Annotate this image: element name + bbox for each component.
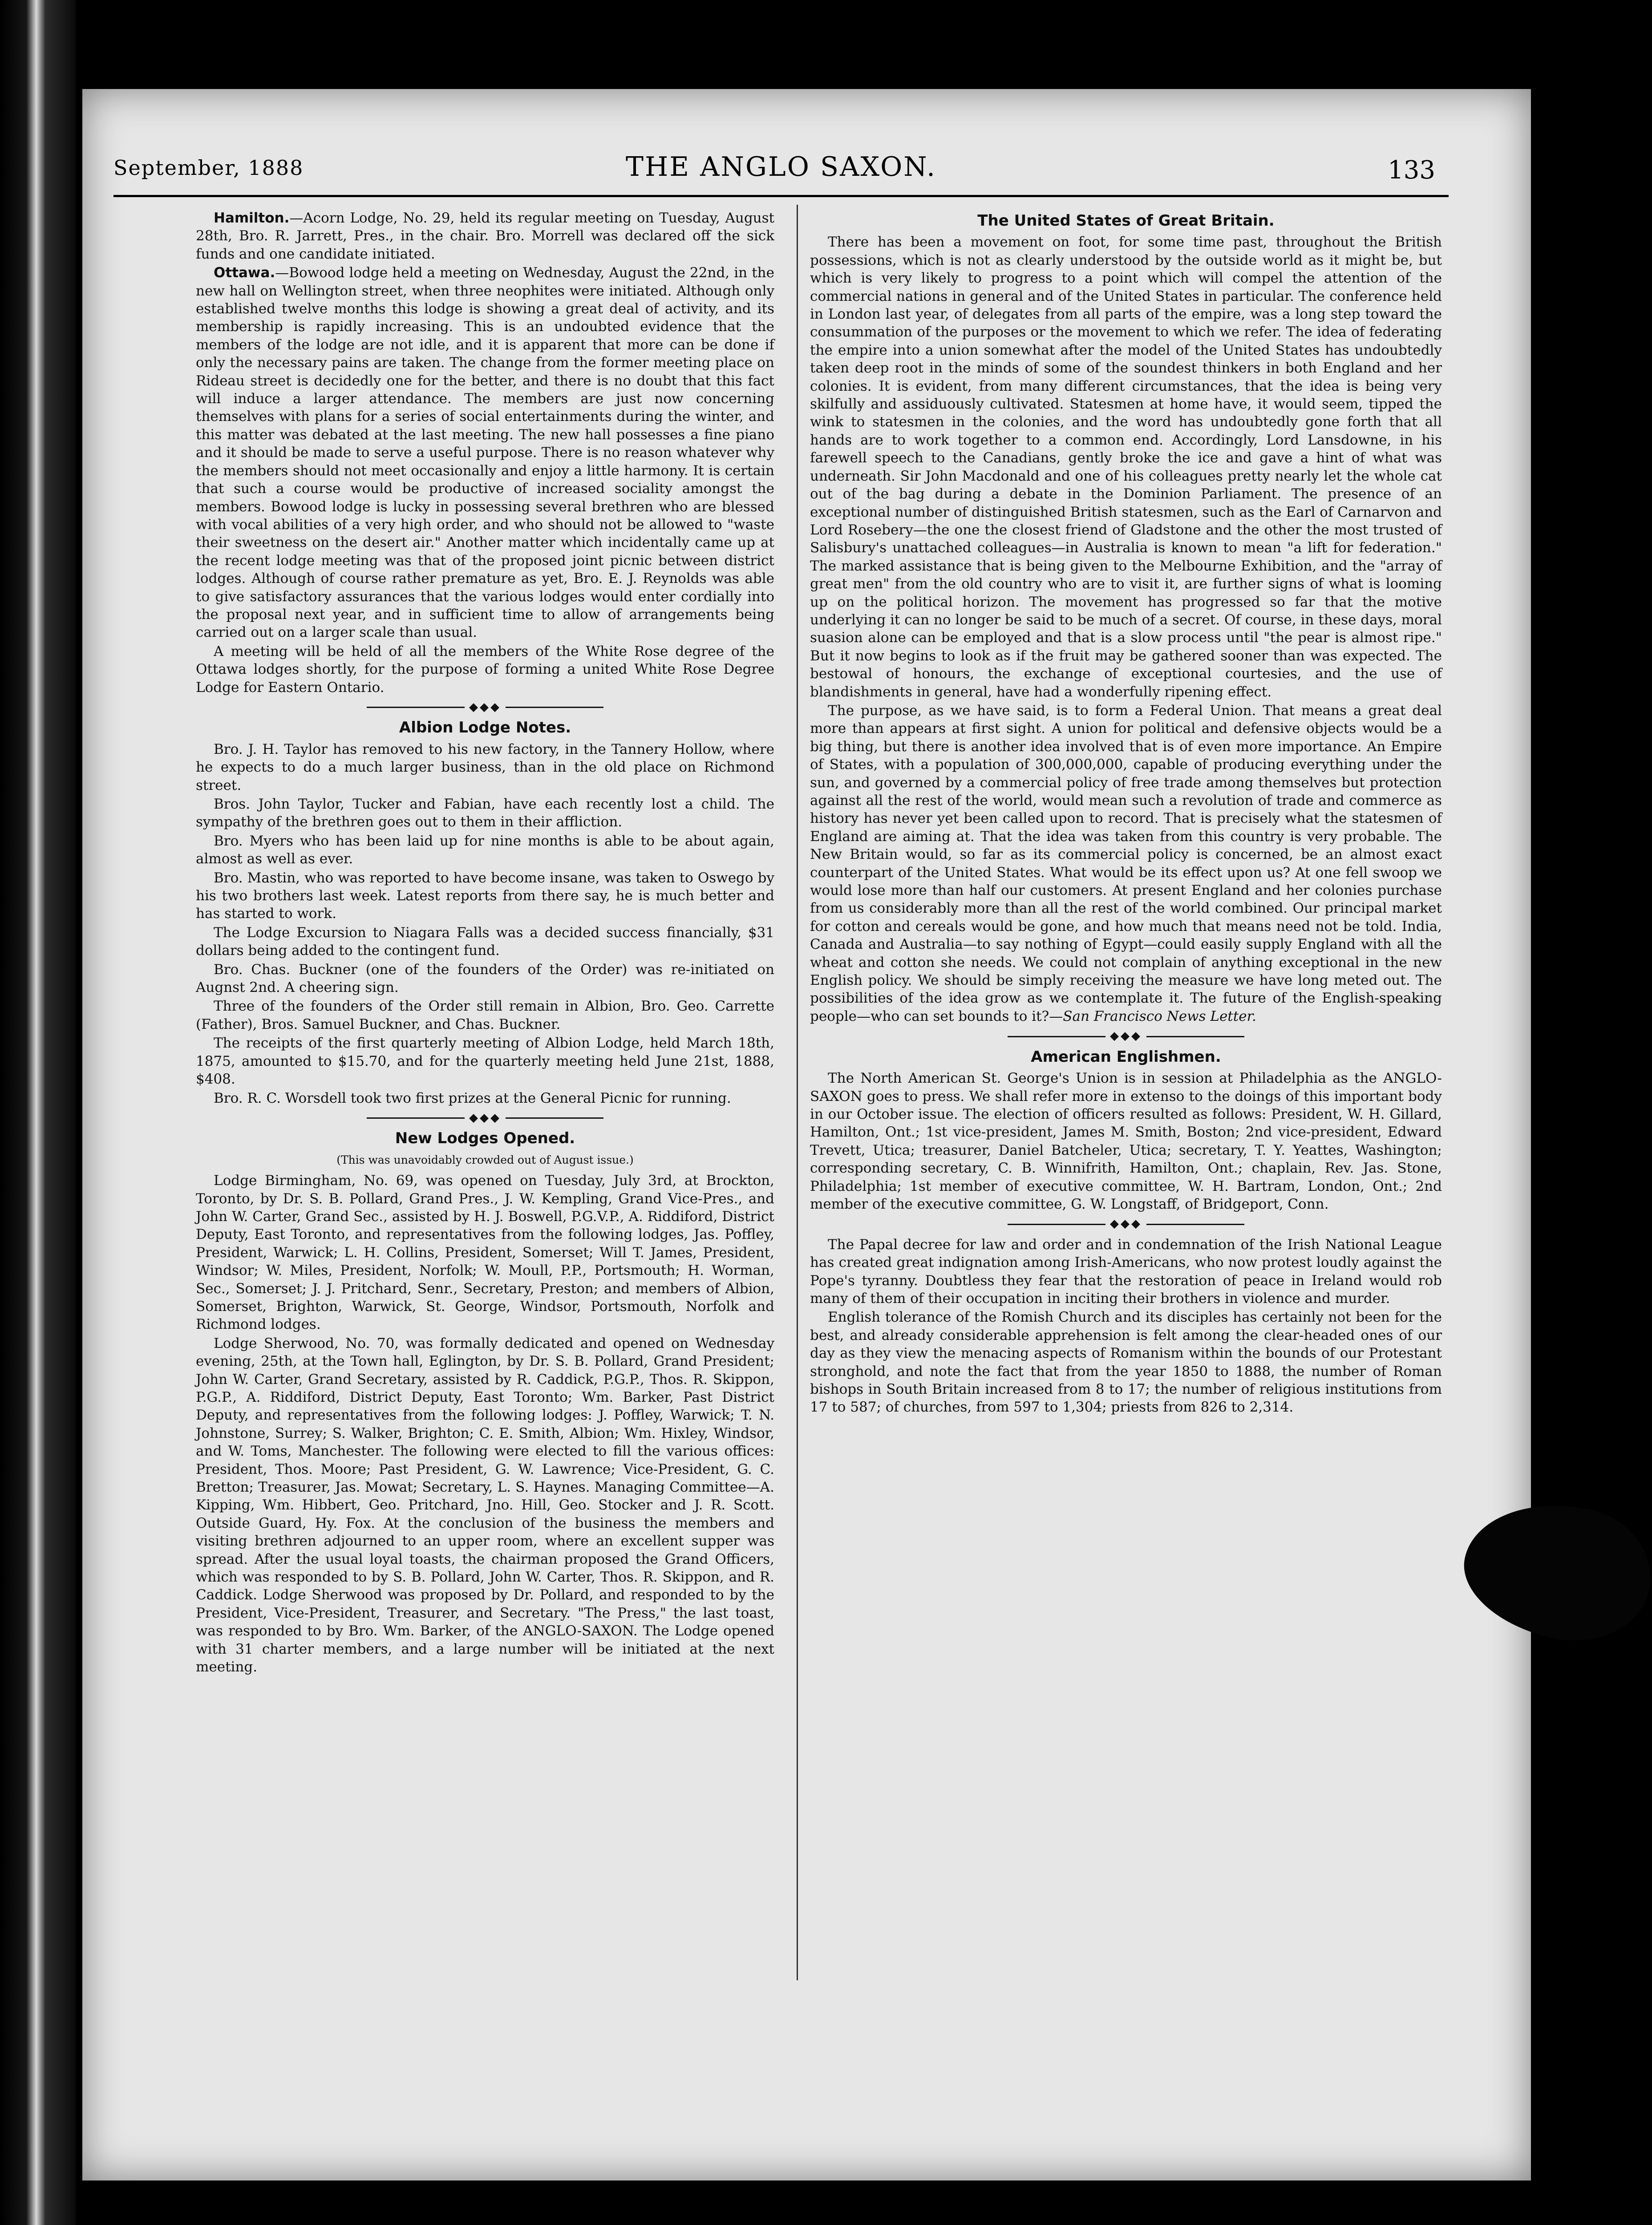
- section-ornament: ◆◆◆: [810, 1215, 1442, 1233]
- ottawa-paragraph-2: A meeting will be held of all the members of the White Rose degree of the Ottawa lodges shortly, for the purpose of forming a united White Rose Degree Lodge for Eastern Ontario.: [196, 643, 774, 696]
- ottawa-lead: Ottawa.: [214, 265, 275, 281]
- column-divider: [797, 205, 798, 1980]
- papal-paragraph: English tolerance of the Romish Church and its disciples has certainly not been for the best, and already considerable apprehension is felt among the clear-headed ones of our day as they view the menacing aspects of Romanism within the bounds of our Protestant stronghold, and note the fact that from the year 1850 to 1888, the number of Roman bishops in South Britain increased from 8 to 17; the number of religious institutions from 17 to 587; of churches, from 597 to 1,304; priests from 826 to 2,314.: [810, 1309, 1442, 1416]
- new-lodges-paragraph: Lodge Birmingham, No. 69, was opened on Tuesday, July 3rd, at Brockton, Toronto, by Dr. S. B. Pollard, Grand Pres., J. W. Kempling, Grand Vice-Pres., and John W. Carter, Grand Sec., assisted by H. J. Boswell, P.G.V.P., A. Riddiford, District Deputy, East Toronto, and representatives from the following lodges, Jas. Poffley, President, Warwick; L. H. Collins, President, Somerset; Will T. James, President, Windsor; W. Miles, President, Norfolk; W. Moull, P.P., Portsmouth; H. Worman, Sec., Somerset; J. J. Pritchard, Senr., Secretary, Preston; and members of Albion, Somerset, Brighton, Warwick, St. George, Windsor, Portsmouth, Norfolk and Richmond lodges.: [196, 1173, 774, 1333]
- hamilton-paragraph: [196, 209, 774, 263]
- albion-paragraph: Bro. Myers who has been laid up for nine months is able to be about again, almost as well as ever.: [196, 833, 774, 867]
- left-column: [196, 209, 774, 1677]
- albion-heading: Albion Lodge Notes.: [399, 719, 571, 737]
- new-lodges-note: (This was unavoidably crowded out of August issue.): [336, 1153, 634, 1166]
- albion-paragraph: The receipts of the first quarterly meeting of Albion Lodge, held March 18th, 1875, amounted to $15.70, and for the quarterly meeting held June 21st, 1888, $408.: [196, 1035, 774, 1088]
- albion-paragraph: Bro. J. H. Taylor has removed to his new factory, in the Tannery Hollow, where he expects to do a much larger business, than in the old place on Richmond street.: [196, 741, 774, 793]
- united-states-paragraph: There has been a movement on foot, for some time past, throughout the British possessions, which is not as clearly understood by the outside world as it might be, but which is very likely to progress to a point which will compel the attention of the commercial nations in general and of the United States in particular. The conference held in London last year, of delegates from all parts of the empire, was a long step toward the consummation of the purposes or the movement to which we refer. The idea of federating the empire into a union somewhat after the model of the United States has undoubtedly taken deep root in the minds of some of the soundest thinkers in both England and her colonies. It is evident, from many different circumstances, that the idea is being very skilfully and assiduously cultivated. Statesmen at home have, it would seem, tipped the wink to statesmen in the colonies, and the word has undoubtedly gone forth that all hands are to work together to a common end. Accordingly, Lord Lansdowne, in his farewell speech to the Canadians, gently broke the ice and gave a hint of what was underneath. Sir John Macdonald and one of his colleagues pretty nearly let the whole cat out of the bag during a debate in the Dominion Parliament. The presence of an exceptional number of distinguished British statesmen, such as the Earl of Carnarvon and Lord Rosebery—the one the closest friend of Gladstone and the other the most trusted of Salisbury's unattached colleagues—in Australia is known to mean "a lift for federation." The marked assistance that is being given to the Melbourne Exhibition, and the "array of great men" from the old country who are to visit it, are further signs of what is looming up on the political horizon. The movement has progressed so far that the motive underlying it can no longer be said to be much of a secret. Of course, in these days, moral suasion alone can be employed and that is a slow process until "the pear is almost ripe." But it now begins to look as if the fruit may be gathered sooner than was expected. The bestowal of honours, the exchange of exceptional courtesies, and the use of blandishments in general, have had a wonderfully ripening effect.: [810, 234, 1442, 700]
- source-citation: San Francisco News Letter.: [1063, 1008, 1256, 1024]
- ottawa-paragraph: [196, 264, 774, 642]
- ottawa-text: —Bowood lodge held a meeting on Wednesday, August the 22nd, in the new hall on Wellington street, when three neophites were initiated. Although only established twelve months this lodge is showing a great deal of activity, and its membership is rapidly increasing. This is an undoubted evidence that the members of the lodge are not idle, and it is apparent that more can be done if only the necessary pains are taken. The change from the former meeting place on Rideau street is decidedly one for the better, and there is no doubt that this fact will induce a larger attendance. The members are just now concerning themselves with plans for a series of social entertainments during the winter, and this matter was debated at the last meeting. The new hall possesses a fine piano and it should be made to serve a useful purpose. There is no reason whatever why the members should not meet occasionally and enjoy a little harmony. It is certain that such a course would be productive of increased sociality amongst the members. Bowood lodge is lucky in possessing several brethren who are blessed with vocal abilities of a very high order, and who should not be allowed to "waste their sweetness on the desert air." Another matter which incidentally came up at the recent lodge meeting was that of the proposed joint picnic between district lodges. Although of course rather premature as yet, Bro. E. J. Reynolds was able to give satisfactory assurances that the various lodges would enter cordially into the proposal next year, and in sufficient time to allow of arrangements being carried out on a larger scale than usual.: [196, 265, 774, 641]
- right-column: [810, 209, 1442, 1417]
- scan-binding-edge: [0, 0, 76, 2225]
- albion-paragraph: Three of the founders of the Order still remain in Albion, Bro. Geo. Carrette (Father), Bros. Samuel Buckner, and Chas. Buckner.: [196, 998, 774, 1032]
- new-lodges-paragraph: Lodge Sherwood, No. 70, was formally dedicated and opened on Wednesday evening, 25th, at the Town hall, Eglington, by Dr. S. B. Pollard, Grand President; John W. Carter, Grand Secretary, assisted by R. Caddick, P.G.P., Thos. R. Skippon, P.G.P., A. Riddiford, District Deputy, East Toronto; Wm. Barker, Past District Deputy, and representatives from the following lodges: J. Poffley, Warwick; T. N. Johnstone, Surrey; S. Walker, Brighton; C. E. Smith, Albion; Wm. Hixley, Windsor, and W. Toms, Manchester. The following were elected to fill the various offices: President, Thos. Moore; Past President, G. W. Lawrence; Vice-President, G. C. Bretton; Treasurer, Jas. Mowat; Secretary, L. S. Haynes. Managing Committee—A. Kipping, Wm. Hibbert, Geo. Pritchard, Jno. Hill, Geo. Stocker and J. R. Scott. Outside Guard, Hy. Fox. At the conclusion of the business the members and visiting brethren adjourned to an upper room, where an excellent supper was spread. After the usual loyal toasts, the chairman proposed the Grand Officers, which was responded to by S. B. Pollard, John W. Carter, Thos. R. Skippon, and R. Caddick. Lodge Sherwood was proposed by Dr. Pollard, and responded to by the President, Vice-President, Treasurer, and Secretary. "The Press," the last toast, was responded to by Bro. Wm. Barker, of the ANGLO-SAXON. The Lodge opened with 31 charter members, and a large number will be initiated at the next meeting.: [196, 1335, 774, 1675]
- hamilton-lead: Hamilton.: [214, 210, 290, 226]
- american-englishmen-paragraph: The North American St. George's Union is in session at Philadelphia as the ANGLO-SAXON goes to press. We shall refer more in extenso to the doings of this important body in our October issue. The election of officers resulted as follows: President, W. H. Gillard, Hamilton, Ont.; 1st vice-president, James M. Smith, Boston; 2nd vice-president, Edward Trevett, Utica; treasurer, Daniel Batcheler, Utica; secretary, T. Y. Yeattes, Washington; corresponding secretary, C. B. Winnifrith, Hamilton, Ont.; chaplain, Rev. Jas. Stone, Philadelphia; 1st member of executive committee, W. H. Bartram, London, Ont.; 2nd member of the executive committee, G. W. Longstaff, of Bridgeport, Conn.: [810, 1070, 1442, 1212]
- header-rule: [113, 195, 1449, 197]
- page-number: 133: [1388, 156, 1435, 185]
- united-states-paragraph: [810, 702, 1442, 1025]
- new-lodges-heading: New Lodges Opened.: [395, 1129, 575, 1148]
- section-ornament: ◆◆◆: [196, 1109, 774, 1127]
- albion-paragraph: Bro. R. C. Worsdell took two first prizes at the General Picnic for running.: [214, 1090, 731, 1106]
- united-states-heading: The United States of Great Britain.: [977, 212, 1275, 230]
- section-ornament: ◆◆◆: [810, 1027, 1442, 1045]
- papal-paragraph: The Papal decree for law and order and in condemnation of the Irish National League has created great indignation among Irish-Americans, who now protest loudly against the Pope's tyranny. Doubtless they fear that the restoration of peace in Ireland would rob many of them of their occupation in inciting their brothers in violence and murder.: [810, 1236, 1442, 1307]
- page-header: [113, 147, 1449, 187]
- section-ornament: ◆◆◆: [196, 698, 774, 716]
- masthead: THE ANGLO SAXON.: [625, 151, 937, 182]
- albion-paragraph: Bros. John Taylor, Tucker and Fabian, have each recently lost a child. The sympathy of the brethren goes out to them in their affliction.: [196, 796, 774, 830]
- albion-paragraph: Bro. Chas. Buckner (one of the founders of the Order) was re-initiated on Augnst 2nd. A cheering sign.: [196, 961, 774, 996]
- albion-paragraph: Bro. Mastin, who was reported to have become insane, was taken to Oswego by his two brothers last week. Latest reports from there say, he is much better and has started to work.: [196, 870, 774, 922]
- albion-paragraph: The Lodge Excursion to Niagara Falls was a decided success financially, $31 dollars being added to the contingent fund.: [196, 924, 774, 959]
- hamilton-text: —Acorn Lodge, No. 29, held its regular meeting on Tuesday, August 28th, Bro. R. Jarrett, Pres., in the chair. Bro. Morrell was declared off the sick funds and one candidate initiated.: [196, 210, 774, 262]
- united-states-text: The purpose, as we have said, is to form a Federal Union. That means a great deal more than appears at first sight. A union for political and defensive objects would be a big thing, but there is another idea involved that is of even more importance. An Empire of States, with a population of 300,000,000, capable of producing everything under the sun, and governed by a commercial policy of free trade among themselves but protection against all the rest of the world, would mean such a revolution of trade and commerce as history has never yet been called upon to record. That is precisely what the statesmen of England are aiming at. That the idea was taken from this country is very probable. The New Britain would, so far as its commercial policy is concerned, be an almost exact counterpart of the United States. What would be its effect upon us? At one fell swoop we would lose more than half our customers. At present England and her colonies purchase from us considerably more than all the rest of the world combined. Our principal market for cotton and cereals would be gone, and how much that means need not be told. India, Canada and Australia—to say nothing of Egypt—could easily supply England with all the wheat and cotton she needs. We could not complain of anything exceptional in the new English policy. We should be simply receiving the measure we have long meted out. The possibilities of the idea grow as we contemplate it. The future of the English-speaking people—who can set bounds to it?—: [810, 702, 1442, 1024]
- issue-date: September, 1888: [113, 156, 304, 180]
- american-englishmen-heading: American Englishmen.: [1031, 1048, 1221, 1066]
